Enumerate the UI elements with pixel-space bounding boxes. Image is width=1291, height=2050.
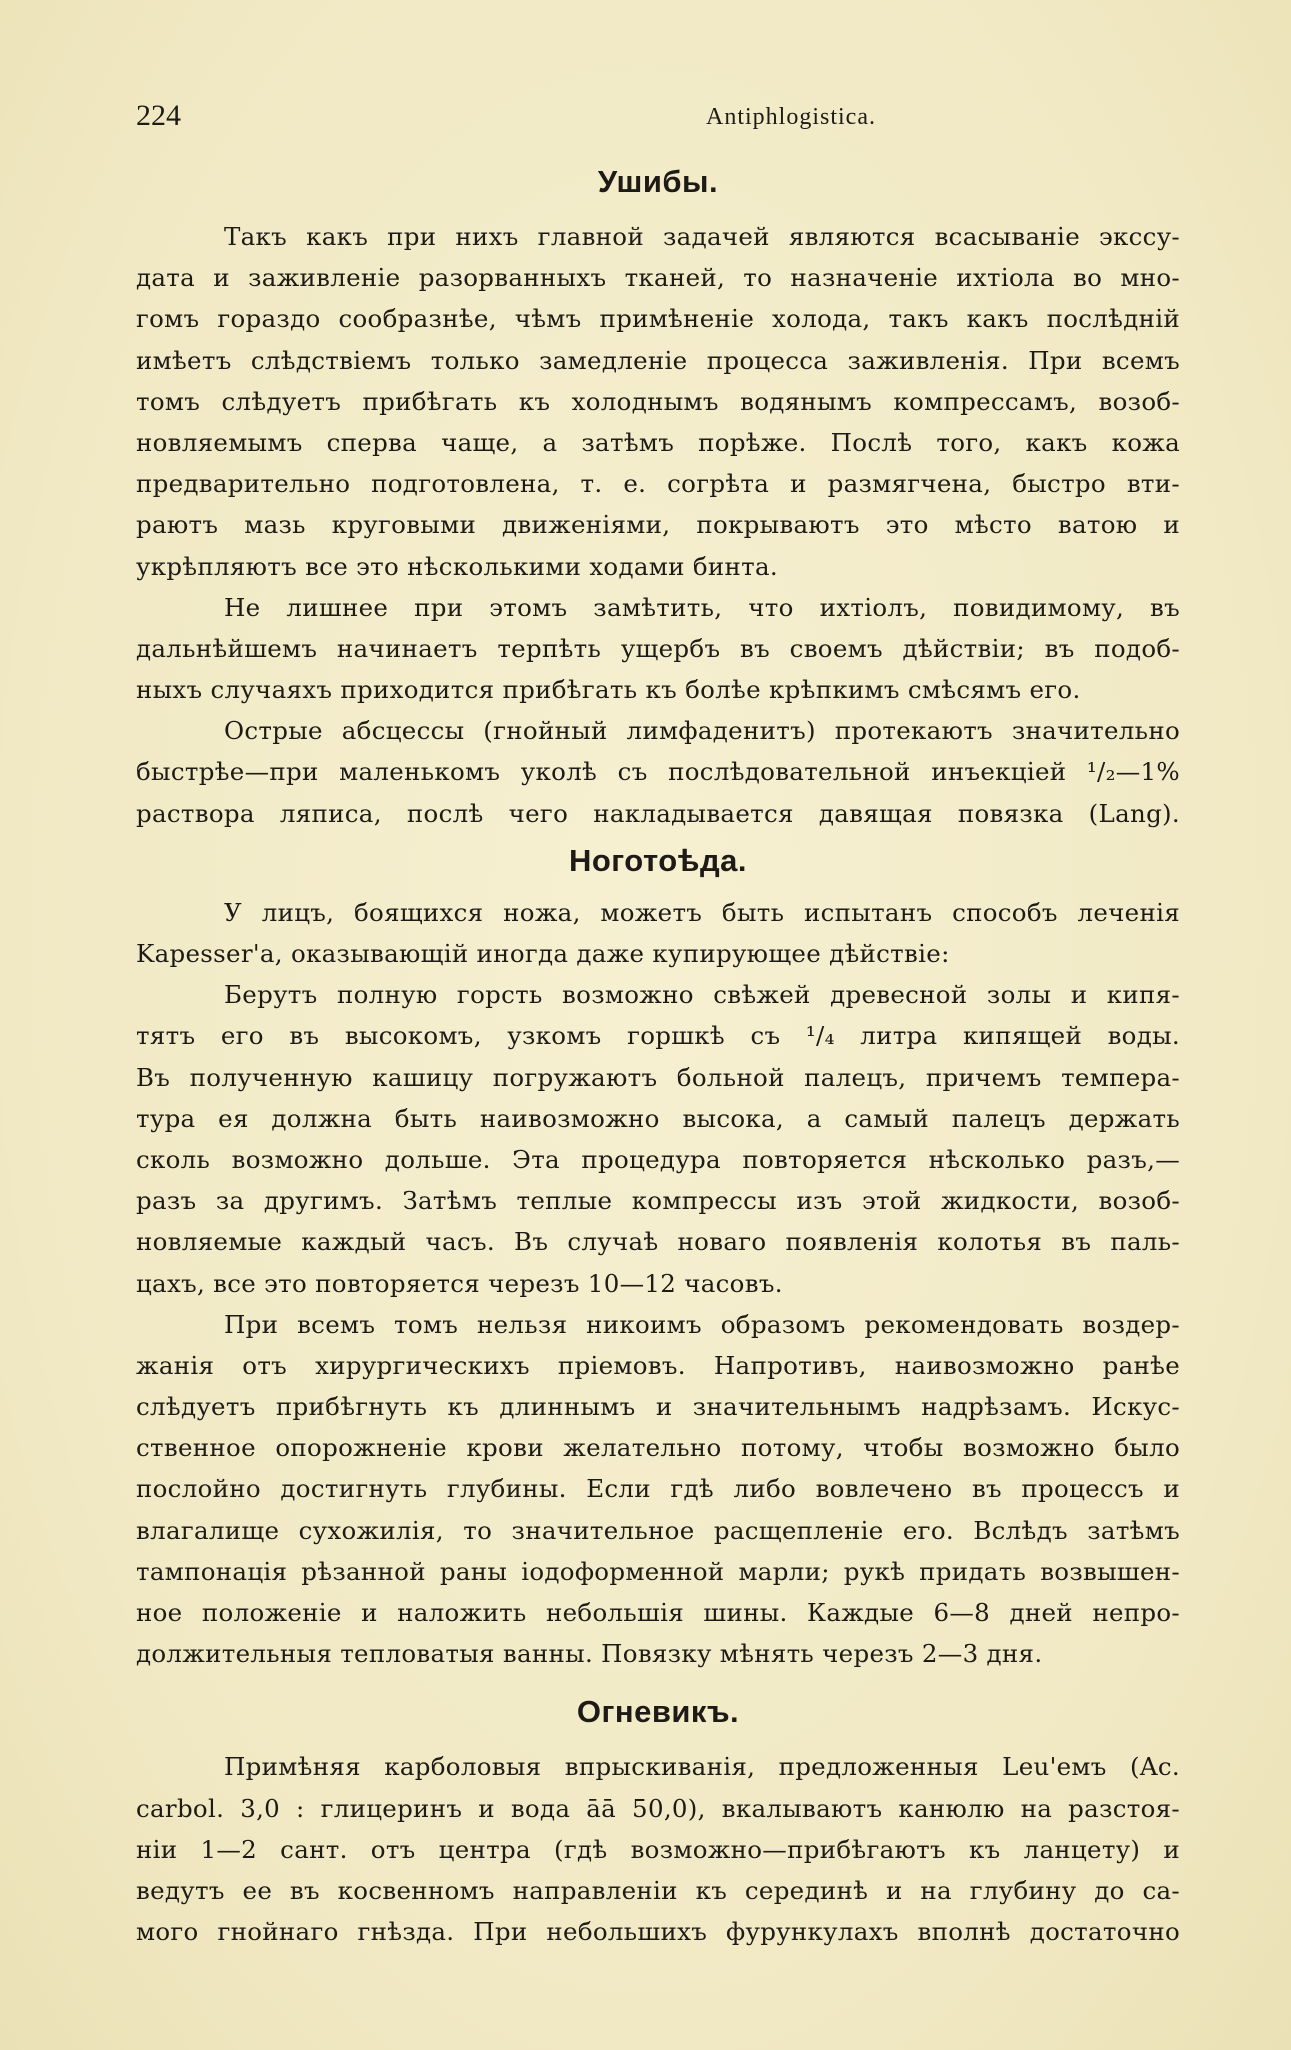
section-heading-ushiby: Ушибы.: [597, 164, 719, 199]
text-line: Острые абсцессы (гнойный лимфаденитъ) протекаютъ значительно: [224, 716, 1180, 746]
text-line: имѣетъ слѣдствіемъ только замедленіе процесса заживленія. При всемъ: [136, 345, 1180, 375]
text-line: томъ слѣдуетъ прибѣгать къ холоднымъ водянымъ компрессамъ, возоб-: [136, 386, 1180, 416]
text-line: слѣдуетъ прибѣгнуть къ длиннымъ и значительнымъ надрѣзамъ. Искус-: [136, 1392, 1180, 1422]
text-line: ныхъ случаяхъ приходится прибѣгать къ болѣе крѣпкимъ смѣсямъ его.: [136, 675, 1081, 705]
page-number: 224: [136, 99, 181, 132]
text-line: Берутъ полную горсть возможно свѣжей древесной золы и кипя-: [224, 980, 1180, 1010]
page-body: [136, 162, 1180, 1952]
text-line: быстрѣе—при маленькомъ уколѣ съ послѣдовательной инъекціей ¹/₂—1%: [136, 757, 1180, 787]
text-line: Kapesser'а, оказывающій иногда даже купирующее дѣйствіе:: [136, 939, 950, 968]
text-line: укрѣпляютъ все это нѣсколькими ходами бинта.: [136, 551, 779, 581]
text-line: должительныя тепловатыя ванны. Повязку мѣнять черезъ 2—3 дня.: [136, 1639, 1043, 1669]
text-line: Примѣняя карболовыя впрыскиванія, предложенныя Leu'емъ (Ac.: [224, 1752, 1180, 1782]
text-line: сколь возможно дольше. Эта процедура повторяется нѣсколько разъ,—: [136, 1144, 1180, 1174]
text-line: послойно достигнуть глубины. Если гдѣ либо вовлечено въ процессъ и: [136, 1474, 1180, 1504]
text-line: новляемые каждый часъ. Въ случаѣ новаго появленія колотья въ паль-: [136, 1227, 1180, 1257]
text-line: новляемымъ сперва чаще, а затѣмъ порѣже. Послѣ того, какъ кожа: [136, 427, 1180, 457]
text-line: ное положеніе и наложить небольшія шины. Каждые 6—8 дней непро-: [136, 1598, 1180, 1627]
text-line: carbol. 3,0 : глицеринъ и вода āā 50,0), вкалываютъ канюлю на разстоя-: [136, 1793, 1180, 1823]
text-line: дальнѣйшемъ начинаетъ терпѣть ущербъ въ своемъ дѣйствіи; въ подоб-: [136, 633, 1180, 663]
text-line: ведутъ ее въ косвенномъ направленіи къ серединѣ и на глубину до са-: [136, 1875, 1180, 1905]
text-line: Въ полученную кашицу погружаютъ больной палецъ, причемъ темпера-: [136, 1062, 1180, 1092]
text-line: цахъ, все это повторяется черезъ 10—12 часовъ.: [136, 1268, 783, 1298]
section-heading-ognevik: Огневикъ.: [576, 1694, 740, 1730]
text-line: гомъ гораздо сообразнѣе, чѣмъ примѣненіе холода, такъ какъ послѣдній: [136, 304, 1180, 334]
text-line: жанія отъ хирургическихъ пріемовъ. Напротивъ, наивозможно ранѣе: [136, 1350, 1180, 1380]
text-line: ственное опорожненіе крови желательно потому, чтобы возможно было: [136, 1433, 1180, 1463]
text-line: Не лишнее при этомъ замѣтить, что ихтіолъ, повидимому, въ: [224, 592, 1180, 622]
text-line: При всемъ томъ нельзя никоимъ образомъ рекомендовать воздер-: [224, 1309, 1180, 1339]
text-line: мого гнойнаго гнѣзда. При небольшихъ фурункулахъ вполнѣ достаточно: [136, 1917, 1180, 1947]
text-line: разъ за другимъ. Затѣмъ теплые компрессы изъ этой жидкости, возоб-: [136, 1186, 1180, 1216]
text-line: Такъ какъ при нихъ главной задачей являются всасываніе экссу-: [224, 222, 1180, 251]
text-line: раствора ляписа, послѣ чего накладывается давящая повязка (Lang).: [136, 798, 1180, 828]
text-line: влагалище сухожилія, то значительное расщепленіе его. Вслѣдъ затѣмъ: [136, 1515, 1180, 1545]
text-line: тура ея должна быть наивозможно высока, а самый палецъ держать: [136, 1103, 1180, 1133]
section-heading-nogoteda: Ноготоѣда.: [568, 842, 747, 878]
running-title: Antiphlogistica.: [706, 104, 876, 130]
text-line: тампонація рѣзанной раны іодоформенной марли; рукѣ придать возвышен-: [136, 1556, 1180, 1586]
page-header: [136, 98, 1180, 138]
text-line: раютъ мазь круговыми движеніями, покрываютъ это мѣсто ватою и: [136, 510, 1180, 540]
text-line: У лицъ, боящихся ножа, можетъ быть испытанъ способъ леченія: [224, 897, 1180, 927]
text-line: ніи 1—2 сант. отъ центра (гдѣ возможно—прибѣгаютъ къ ланцету) и: [136, 1834, 1180, 1864]
text-line: дата и заживленіе разорванныхъ тканей, то назначеніе ихтіола во мно-: [136, 263, 1180, 293]
text-line: предварительно подготовлена, т. е. согрѣта и размягчена, быстро вти-: [136, 469, 1180, 499]
text-line: тятъ его въ высокомъ, узкомъ горшкѣ съ ¹/₄ литра кипящей воды.: [136, 1021, 1180, 1051]
